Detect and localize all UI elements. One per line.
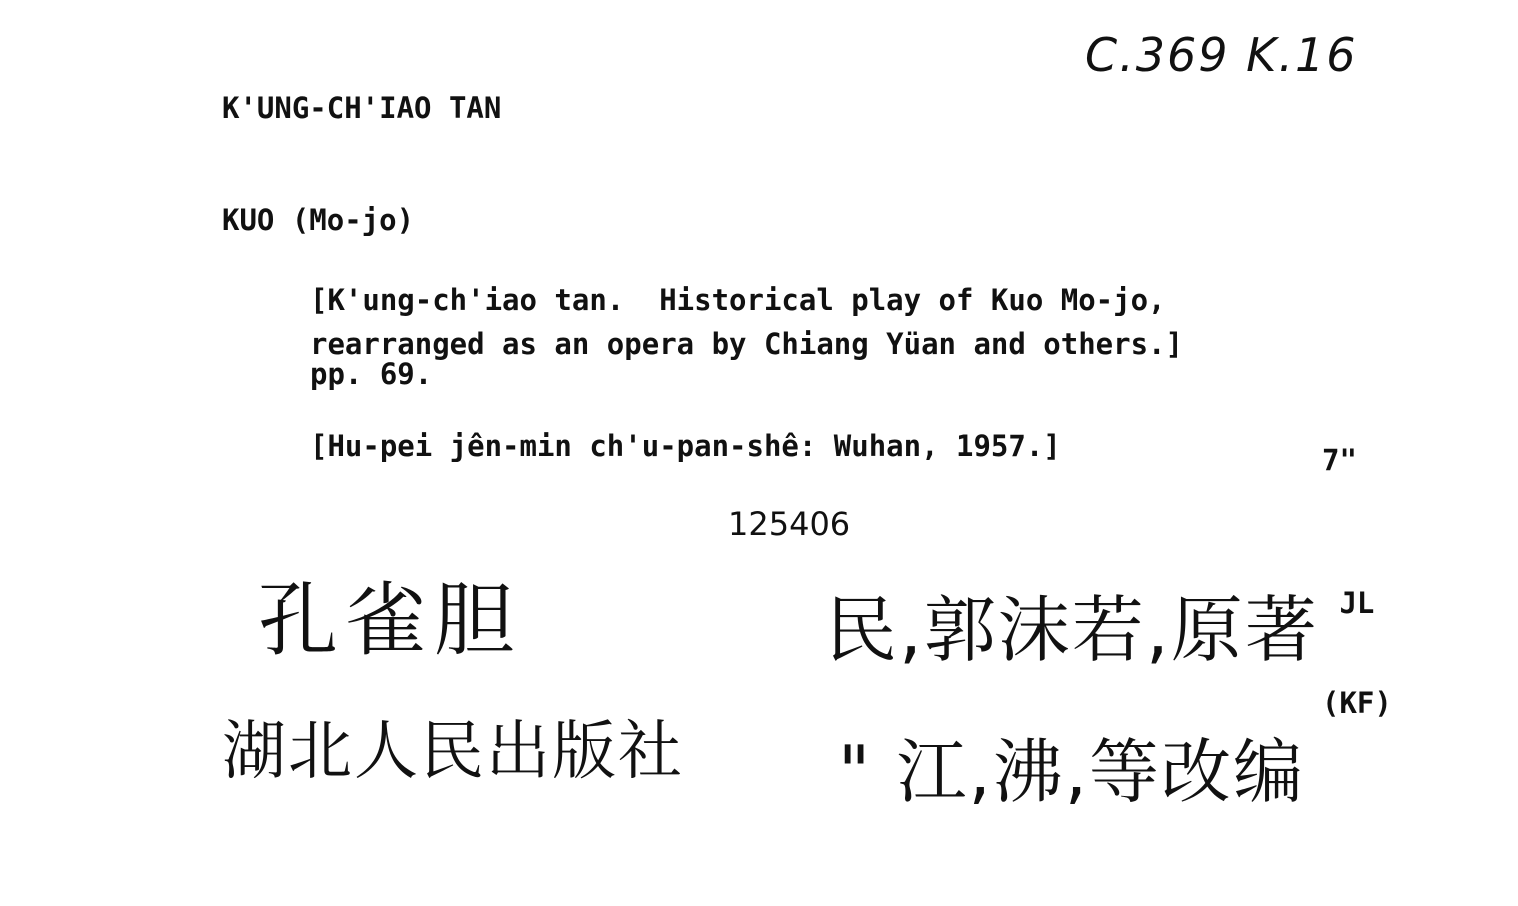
imprint-line: [Hu-pei jên-min ch'u-pan-shê: Wuhan, 1957.] [310, 429, 1061, 463]
description-line: rearranged as an opera by Chiang Yüan and others.] [310, 327, 1183, 361]
call-number: C.369 K.16 [1085, 28, 1358, 82]
title-heading: K'UNG-CH'IAO TAN [222, 91, 502, 125]
accession-number: 125406 [728, 505, 851, 543]
handwritten-chinese-publisher: 湖北人民出版社 [222, 715, 684, 789]
cataloguer-initials-primary: JL [1339, 585, 1375, 620]
handwritten-chinese-title: 孔雀胆 [258, 574, 522, 667]
cataloguer-initials-secondary: (KF) [1322, 685, 1392, 720]
handwritten-chinese-author: 民,郭沫若,原著 [825, 588, 1319, 672]
handwritten-chinese-arranger: " 江,沸,等改编 [838, 731, 1305, 813]
description-line: pp. 69. [310, 357, 433, 391]
description-line: [K'ung-ch'iao tan. Historical play of Kuo Mo-jo, [310, 283, 1166, 317]
size-note: 7" [1322, 443, 1357, 477]
cataloguer-initials [1322, 520, 1392, 787]
author-heading: KUO (Mo-jo) [222, 203, 415, 237]
